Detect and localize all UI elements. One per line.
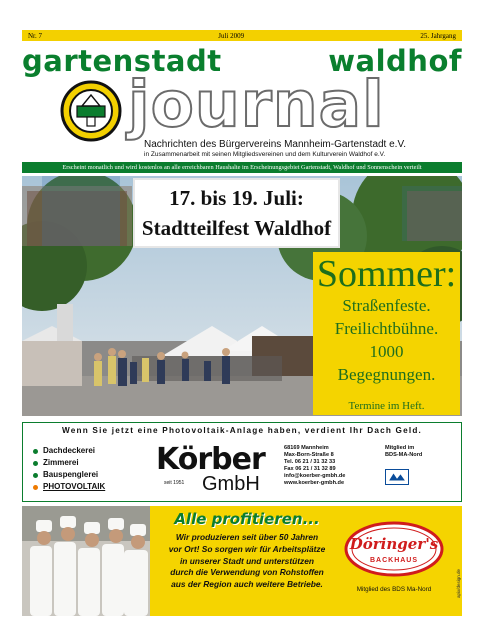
bakery-text-line: Wir produzieren seit über 50 Jahren (175, 532, 319, 542)
bakery-text-line: in unserer Stadt und unterstützen (179, 555, 314, 566)
brand-sub: BACKHAUS (369, 557, 419, 564)
masthead-word-gartenstadt: gartenstadt (22, 44, 222, 78)
service-item (33, 469, 105, 481)
issue-number: Nr. 7 (28, 31, 42, 40)
koerber-logo (156, 443, 276, 499)
festival-headline-line-1: 17. bis 19. Juli: (169, 186, 304, 210)
bullet-icon (33, 461, 38, 466)
koerber-since: seit 1951 (164, 480, 185, 486)
bakery-text-line: vor Ort! So sorgen wir für Arbeitsplätze (168, 543, 326, 554)
festival-headline-box (133, 178, 340, 248)
journal-wordmark: journal (128, 68, 385, 141)
festival-headline-line-2: Stadtteilfest Waldhof (141, 216, 332, 240)
address-line: Fax 06 21 / 31 32 89 (284, 466, 336, 472)
issue-date: Juli 2009 (218, 31, 245, 40)
koerber-address (284, 445, 345, 487)
subtitle-line-1: Nachrichten des Bürgervereins Mannheim-Gartenstadt e.V. (144, 139, 406, 150)
citizens-association-logo-icon (60, 80, 122, 142)
sommer-line: Straßenfeste. (342, 296, 431, 315)
issue-bar (22, 30, 462, 41)
address-line: www.koerber-gmbh.de (284, 480, 345, 486)
address-line: Max-Born-Straße 8 (284, 452, 334, 458)
sommer-box (313, 252, 460, 415)
bullet-icon (33, 449, 38, 454)
service-label: Bauspenglerei (43, 470, 99, 479)
bakery-advertisement (22, 506, 462, 616)
koerber-company-name: Körber (156, 442, 265, 477)
bakery-headline: Alle profitieren... (174, 510, 320, 528)
bullet-icon (33, 473, 38, 478)
koerber-gmbh: GmbH (202, 473, 260, 495)
bakery-text-line: durch die Verwendung von Rohstoffen (170, 567, 324, 578)
doeringers-backhaus-logo (344, 521, 444, 577)
service-label: Dachdeckerei (43, 446, 96, 455)
sommer-note: Termine im Heft. (348, 400, 425, 412)
issue-volume: 25. Jahrgang (420, 31, 456, 40)
bakery-text (154, 532, 340, 591)
brand-name: Döringer's (349, 535, 439, 553)
koerber-ad-headline: Wenn Sie jetzt eine Photovoltaik-Anlage haben, verdient Ihr Dach Geld. (62, 426, 422, 435)
membership-line: Mitglied im (385, 445, 415, 451)
membership-line: BDS-MA-Nord (385, 452, 423, 458)
address-line: Tel. 06 21 / 31 32 33 (284, 459, 336, 465)
bds-logo-icon (385, 469, 409, 485)
distribution-bar: Erscheint monatlich und wird kostenlos an alle erreichbaren Haushalte im Erscheinungsgebiet Gartenstadt, Waldhof und Sonnenschein verteilt (22, 162, 462, 173)
masthead-word-waldhof: waldhof (328, 44, 462, 78)
bakers-photo-illustration (22, 506, 150, 616)
koerber-membership (385, 445, 422, 459)
service-item (33, 457, 105, 469)
service-label: PHOTOVOLTAIK (43, 482, 106, 491)
service-item (33, 445, 105, 457)
sommer-line: Begegnungen. (337, 365, 436, 384)
bakery-text-line: aus der Region auch weitere Betriebe. (171, 579, 323, 590)
subtitle-line-2: in Zusammenarbeit mit seinen Mitgliedsvereinen und dem Kulturverein Waldhof e.V. (144, 151, 386, 158)
sommer-line: Freilichtbühne. (334, 319, 439, 338)
sommer-line: 1000 (369, 342, 404, 361)
koerber-services-list (33, 445, 105, 493)
bullet-icon (33, 485, 38, 490)
address-line: 68169 Mannheim (284, 445, 329, 451)
service-label: Zimmerei (43, 458, 79, 467)
bakery-membership: Mitglied des BDS Ma-Nord (356, 586, 432, 593)
sommer-title: Sommer: (316, 253, 457, 295)
koerber-advertisement (22, 422, 462, 502)
design-credit: apix/design.de (456, 568, 461, 598)
service-item (33, 481, 105, 493)
address-line: info@koerber-gmbh.de (284, 473, 346, 479)
